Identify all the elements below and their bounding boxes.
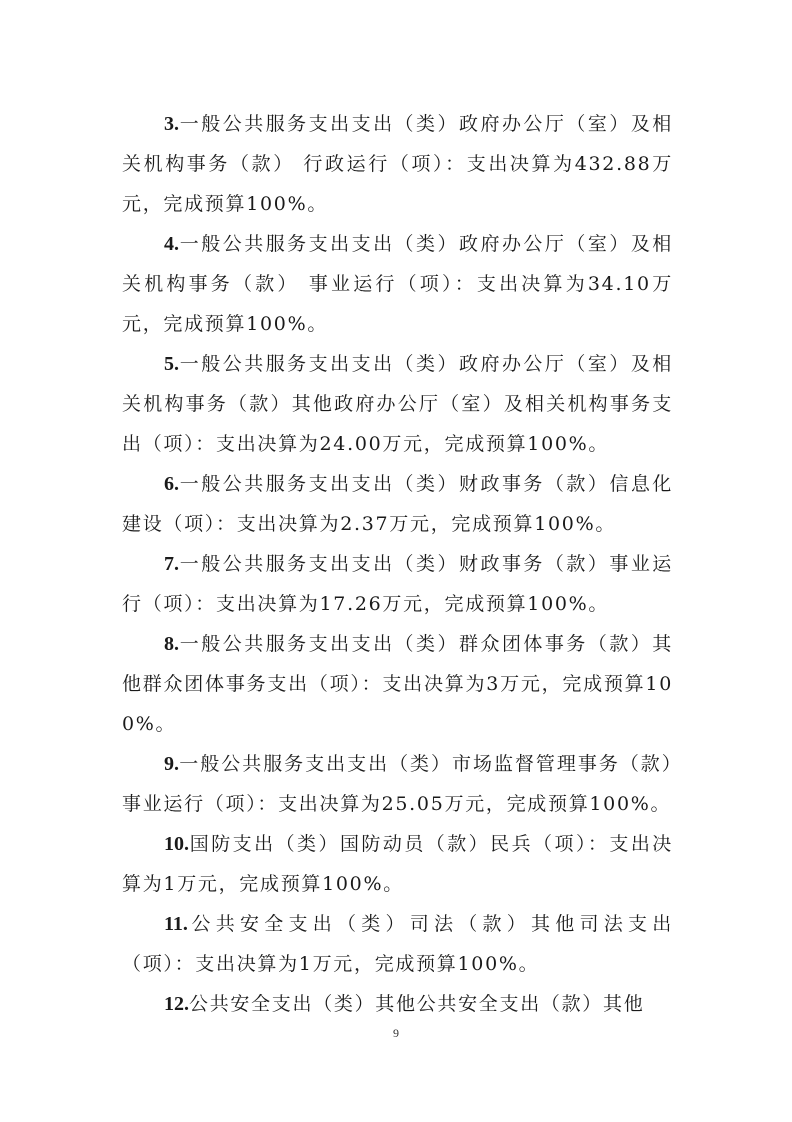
paragraph-text: 一般公共服务支出支出（类）群众团体事务（款）其他群众团体事务支出（项）：支出决算为3万元，完成预算100%。 [122, 633, 673, 735]
item-number: 6. [164, 473, 179, 495]
paragraph-item-5 [122, 344, 673, 464]
paragraph-text: 一般公共服务支出支出（类）财政事务（款）事业运行（项）：支出决算为17.26万元，完成预算100%。 [122, 553, 673, 615]
item-number: 11. [164, 913, 188, 935]
paragraph-text: 一般公共服务支出支出（类）政府办公厅（室）及相关机构事务（款） 事业运行（项）：支出决算为34.10万元，完成预算100%。 [122, 233, 673, 335]
item-number: 8. [164, 633, 179, 655]
paragraph-text: 一般公共服务支出支出（类）政府办公厅（室）及相关机构事务（款）其他政府办公厅（室）及相关机构事务支出（项）：支出决算为24.00万元，完成预算100%。 [122, 353, 673, 455]
item-number: 3. [164, 113, 179, 135]
paragraph-item-12 [122, 984, 673, 1024]
paragraph-item-10 [122, 824, 673, 904]
paragraph-text: 一般公共服务支出支出（类）政府办公厅（室）及相关机构事务（款） 行政运行（项）：支出决算为432.88万元，完成预算100%。 [122, 113, 673, 215]
paragraph-item-7 [122, 544, 673, 624]
paragraph-item-9 [122, 744, 673, 824]
item-number: 12. [164, 993, 189, 1015]
paragraph-text: 公共安全支出（类）其他公共安全支出（款）其他 [189, 993, 645, 1015]
paragraph-text: 公共安全支出（类）司法（款）其他司法支出（项）：支出决算为1万元，完成预算100%。 [122, 913, 673, 975]
paragraph-item-4 [122, 224, 673, 344]
paragraph-item-8 [122, 624, 673, 744]
body-text [122, 104, 673, 1024]
paragraph-item-6 [122, 464, 673, 544]
paragraph-text: 国防支出（类）国防动员（款）民兵（项）：支出决算为1万元，完成预算100%。 [122, 833, 673, 895]
item-number: 5. [164, 353, 179, 375]
paragraph-text: 一般公共服务支出支出（类）市场监督管理事务（款）事业运行（项）：支出决算为25.05万元，完成预算100%。 [122, 753, 673, 815]
paragraph-item-11 [122, 904, 673, 984]
paragraph-text: 一般公共服务支出支出（类）财政事务（款）信息化建设（项）：支出决算为2.37万元，完成预算100%。 [122, 473, 673, 535]
item-number: 7. [164, 553, 179, 575]
item-number: 4. [164, 233, 179, 255]
item-number: 9. [164, 753, 179, 775]
page-number: 9 [393, 1026, 399, 1040]
paragraph-item-3 [122, 104, 673, 224]
item-number: 10. [164, 833, 189, 855]
